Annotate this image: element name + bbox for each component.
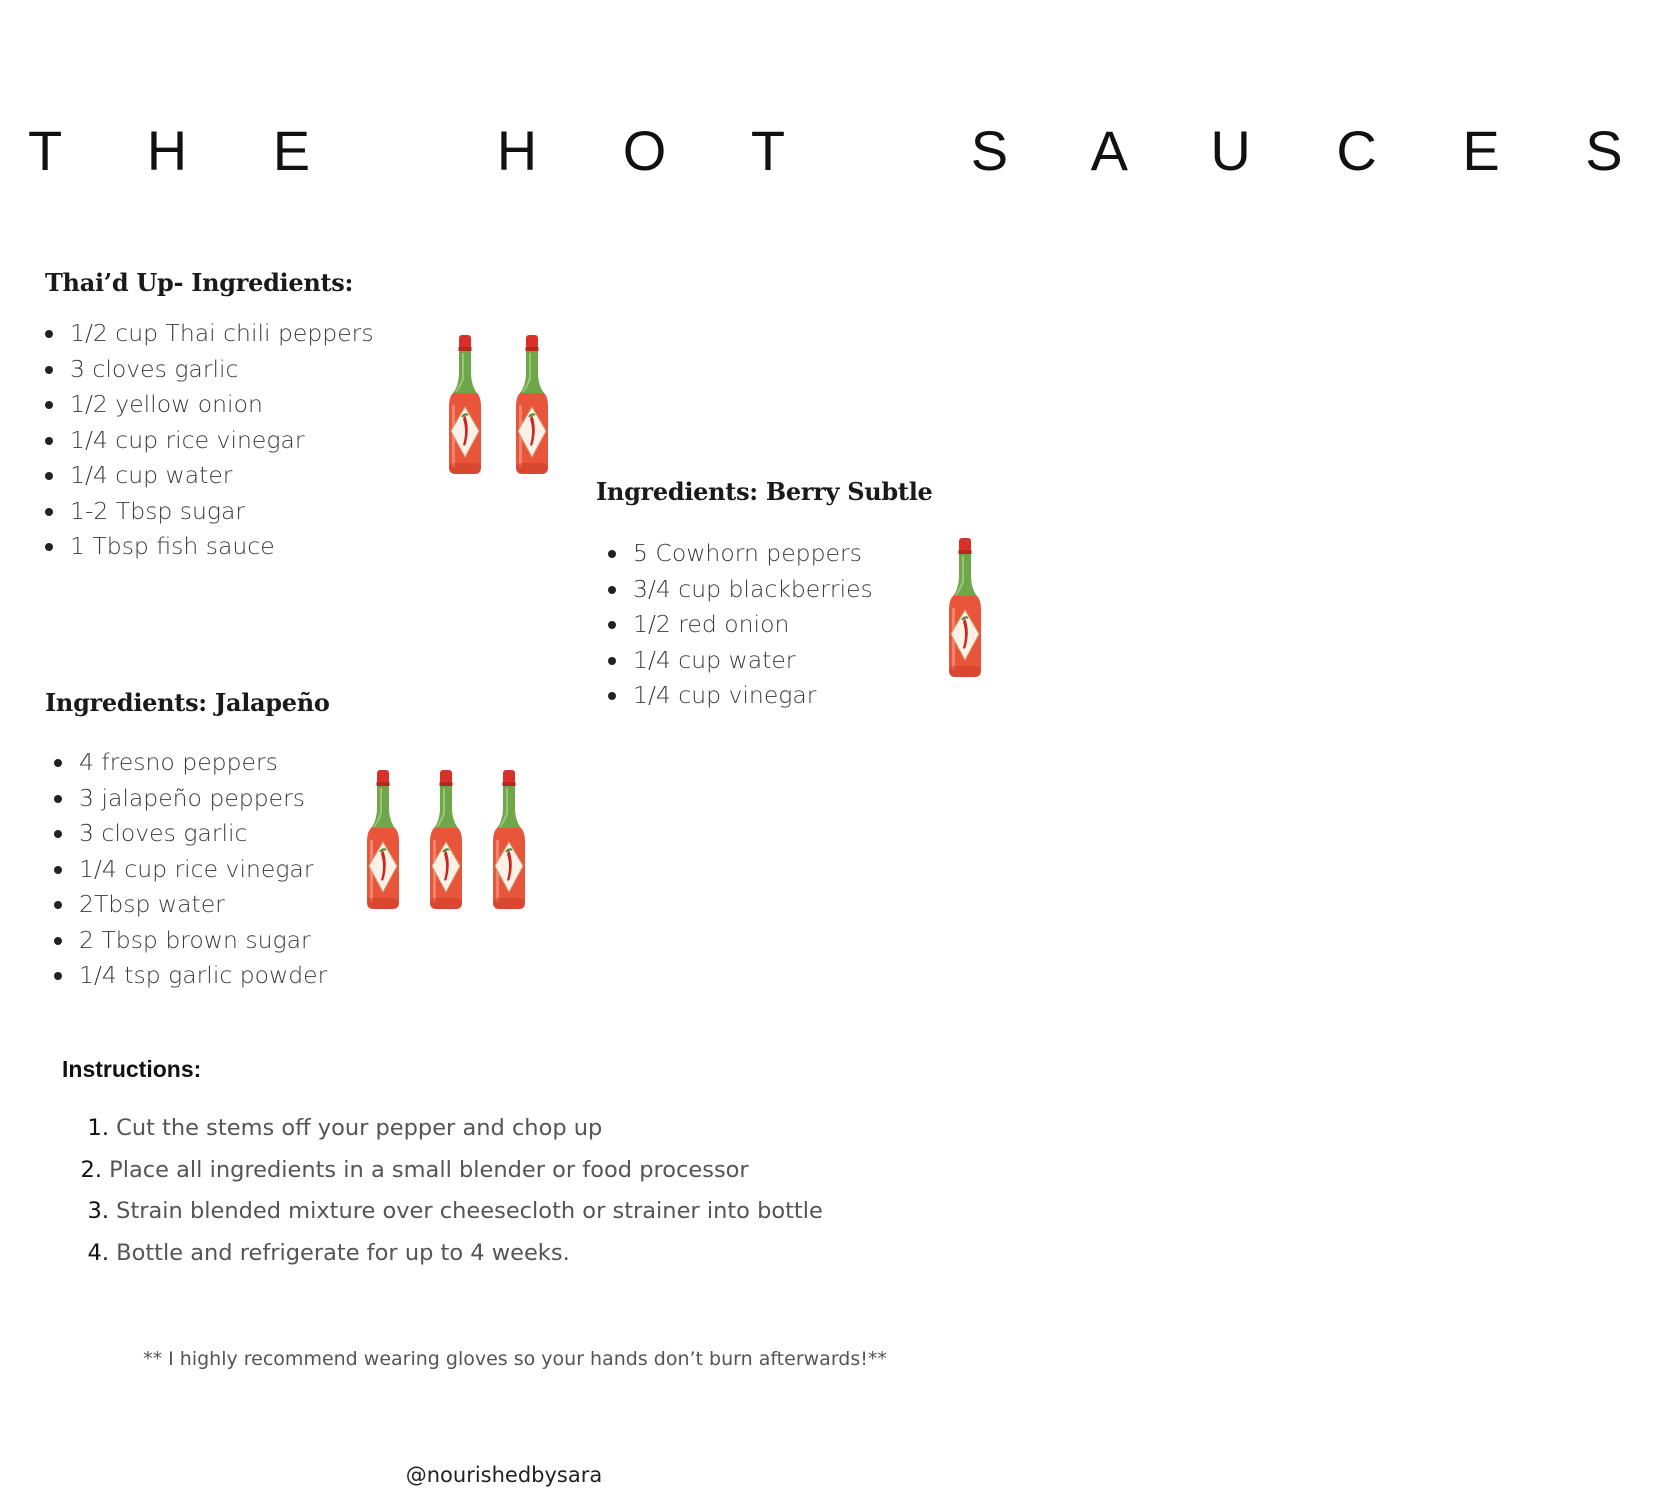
hot-sauce-bottle-icon (364, 770, 402, 910)
list-item: 4 fresno peppers (54, 745, 327, 781)
berry-section-title: Ingredients: Berry Subtle (596, 477, 933, 506)
list-item: 1/4 cup rice vinegar (45, 423, 374, 459)
step-number: 2. (80, 1156, 102, 1183)
instruction-steps (80, 1108, 823, 1274)
step-text: Bottle and refrigerate for up to 4 weeks. (116, 1239, 570, 1266)
list-item: 1/4 cup water (608, 643, 873, 679)
jalapeno-ingredient-list (54, 745, 327, 994)
step-number: 3. (87, 1198, 109, 1224)
hot-sauce-bottle-icon (446, 335, 484, 475)
berry-ingredient-list (608, 536, 873, 714)
social-handle: @nourishedbysara (405, 1463, 603, 1487)
gloves-note: ** I highly recommend wearing gloves so your hands don’t burn afterwards!** (143, 1348, 887, 1370)
list-item: 2Tbsp water (54, 887, 327, 923)
list-item: 1/2 red onion (608, 607, 873, 643)
list-item: 1/4 cup rice vinegar (54, 852, 327, 888)
list-item: 2 Tbsp brown sugar (54, 923, 327, 959)
instruction-step (80, 1150, 823, 1192)
list-item: 5 Cowhorn peppers (608, 536, 873, 572)
step-number: 4. (87, 1239, 109, 1266)
thai-ingredient-list (45, 316, 374, 565)
page-title: T H E H O T S A U C E S (28, 119, 1658, 182)
step-text: Strain blended mixture over cheesecloth or strainer into bottle (116, 1198, 823, 1224)
list-item: 1/2 yellow onion (45, 387, 374, 423)
hot-sauce-bottle-icon (490, 770, 528, 910)
list-item: 3/4 cup blackberries (608, 572, 873, 608)
list-item: 3 jalapeño peppers (54, 781, 327, 817)
list-item: 1 Tbsp fish sauce (45, 529, 374, 565)
list-item: 3 cloves garlic (45, 352, 374, 388)
list-item: 3 cloves garlic (54, 816, 327, 852)
list-item: 1/4 cup water (45, 458, 374, 494)
hot-sauce-bottle-icon (513, 335, 551, 475)
instruction-step (80, 1233, 823, 1275)
hot-sauce-bottle-icon (946, 538, 984, 678)
hot-sauce-bottle-icon (427, 770, 465, 910)
step-text: Place all ingredients in a small blender or food processor (109, 1156, 749, 1183)
instruction-step (80, 1191, 823, 1233)
step-text: Cut the stems off your pepper and chop up (116, 1115, 603, 1141)
list-item: 1/4 tsp garlic powder (54, 958, 327, 994)
jalapeno-section-title: Ingredients: Jalapeño (45, 688, 330, 717)
thai-section-title: Thai’d Up- Ingredients: (45, 268, 354, 297)
instruction-step (80, 1108, 823, 1150)
step-number: 1. (87, 1115, 109, 1141)
instructions-title: Instructions: (62, 1056, 202, 1082)
list-item: 1-2 Tbsp sugar (45, 494, 374, 530)
list-item: 1/2 cup Thai chili peppers (45, 316, 374, 352)
list-item: 1/4 cup vinegar (608, 678, 873, 714)
